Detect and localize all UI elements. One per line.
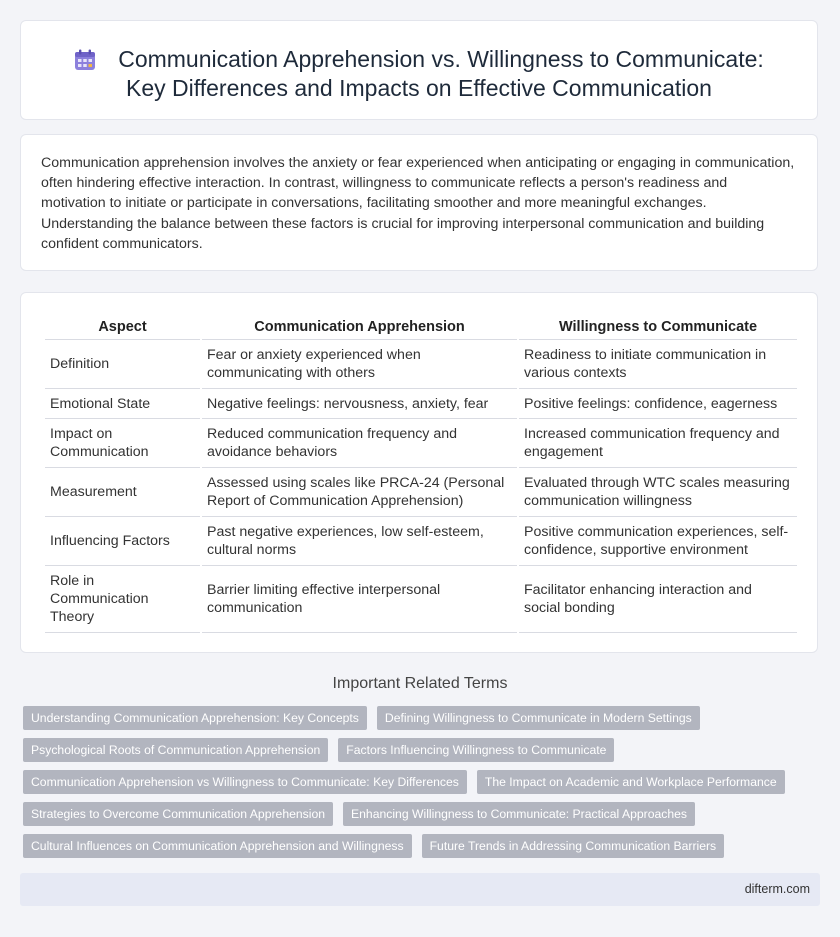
- intro-card: [20, 134, 818, 271]
- table-row: [45, 517, 797, 566]
- row-aspect: Emotional State: [45, 389, 200, 419]
- comparison-table: [43, 315, 799, 633]
- tag-row: [23, 802, 823, 834]
- footer-site-link[interactable]: difterm.com: [744, 882, 810, 896]
- title-line-2: Key Differences and Impacts on Effective Communication: [126, 75, 712, 101]
- related-term-link[interactable]: Enhancing Willingness to Communicate: Practical Approaches: [343, 802, 695, 826]
- tag-row: [23, 834, 823, 866]
- header-aspect: Aspect: [45, 315, 200, 340]
- related-terms-list: [23, 706, 823, 866]
- tag-row: [23, 770, 823, 802]
- row-apprehension: Fear or anxiety experienced when communicating with others: [202, 340, 517, 389]
- row-willingness: Facilitator enhancing interaction and social bonding: [519, 566, 797, 633]
- row-apprehension: Barrier limiting effective interpersonal communication: [202, 566, 517, 633]
- related-term-link[interactable]: Strategies to Overcome Communication Apprehension: [23, 802, 333, 826]
- row-willingness: Increased communication frequency and engagement: [519, 419, 797, 468]
- related-term-link[interactable]: Factors Influencing Willingness to Communicate: [338, 738, 614, 762]
- table-header-row: [45, 315, 797, 340]
- calendar-grid-icon: [74, 49, 96, 71]
- table-row: [45, 419, 797, 468]
- header-willingness-to-communicate: Willingness to Communicate: [519, 315, 797, 340]
- table-row: [45, 468, 797, 517]
- title-wrap: [21, 45, 817, 103]
- table-row: [45, 389, 797, 419]
- intro-paragraph: Communication apprehension involves the anxiety or fear experienced when anticipating or engaging in communication, often hindering effective interaction. In contrast, willingness to communicate reflects a person's readiness and motivation to initiate or participate in conversations, facilitating smoother and more meaningful exchanges. Understanding the balance between these factors is crucial for improving interpersonal communication and building confident communicators.: [41, 155, 795, 252]
- tag-row: [23, 706, 823, 738]
- related-term-link[interactable]: Future Trends in Addressing Communication Barriers: [422, 834, 725, 858]
- row-aspect: Role in Communication Theory: [45, 566, 200, 633]
- row-aspect: Measurement: [45, 468, 200, 517]
- header-communication-apprehension: Communication Apprehension: [202, 315, 517, 340]
- related-term-link[interactable]: Communication Apprehension vs Willingness to Communicate: Key Differences: [23, 770, 467, 794]
- row-willingness: Readiness to initiate communication in various contexts: [519, 340, 797, 389]
- related-term-link[interactable]: Defining Willingness to Communicate in Modern Settings: [377, 706, 700, 730]
- related-term-link[interactable]: Cultural Influences on Communication Apprehension and Willingness: [23, 834, 412, 858]
- title-line-1: Communication Apprehension vs. Willingness to Communicate:: [118, 46, 764, 72]
- related-term-link[interactable]: The Impact on Academic and Workplace Performance: [477, 770, 785, 794]
- row-aspect: Influencing Factors: [45, 517, 200, 566]
- row-aspect: Definition: [45, 340, 200, 389]
- row-aspect: Impact on Communication: [45, 419, 200, 468]
- row-willingness: Positive communication experiences, self-confidence, supportive environment: [519, 517, 797, 566]
- tag-row: [23, 738, 823, 770]
- table-row: [45, 340, 797, 389]
- table-row: [45, 566, 797, 633]
- footer-bar: [20, 873, 820, 906]
- row-willingness: Positive feelings: confidence, eagerness: [519, 389, 797, 419]
- comparison-table-card: [20, 292, 818, 653]
- page-title: [74, 45, 764, 103]
- title-card: [20, 20, 818, 120]
- related-terms-heading: Important Related Terms: [332, 675, 508, 692]
- related-term-link[interactable]: Psychological Roots of Communication Apprehension: [23, 738, 328, 762]
- row-willingness: Evaluated through WTC scales measuring communication willingness: [519, 468, 797, 517]
- row-apprehension: Negative feelings: nervousness, anxiety, fear: [202, 389, 517, 419]
- related-term-link[interactable]: Understanding Communication Apprehension: Key Concepts: [23, 706, 367, 730]
- row-apprehension: Assessed using scales like PRCA-24 (Personal Report of Communication Apprehension): [202, 468, 517, 517]
- row-apprehension: Past negative experiences, low self-esteem, cultural norms: [202, 517, 517, 566]
- row-apprehension: Reduced communication frequency and avoidance behaviors: [202, 419, 517, 468]
